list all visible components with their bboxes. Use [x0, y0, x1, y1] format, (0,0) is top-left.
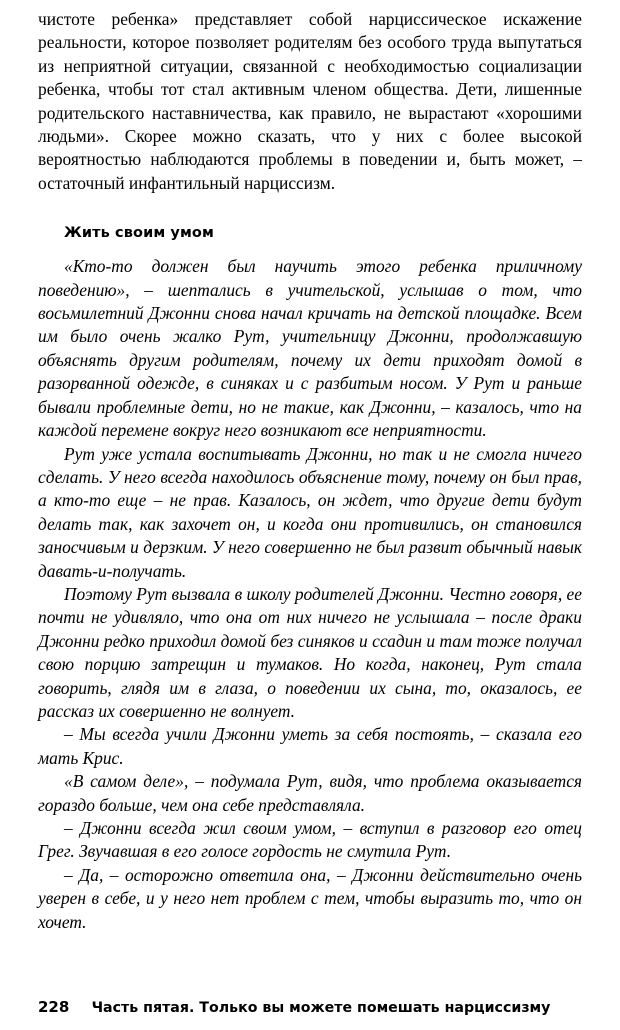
story-paragraph-7: – Да, – осторожно ответила она, – Джонни действительно очень уверен в себе, и у него нет проблем с тем, чтобы выразить то, что он хочет.	[38, 864, 582, 932]
running-title: Часть пятая. Только вы можете помешать нарциссизму	[91, 1000, 551, 1016]
story-paragraph-4: – Мы всегда учили Джонни уметь за себя постоять, – сказала его мать Крис.	[38, 724, 582, 768]
page-number: 228	[38, 998, 70, 1016]
story-paragraph-3: Поэтому Рут вызвала в школу родителей Джонни. Честно говоря, ее почти не удивляло, что она от них ничего не услышала – после драки Джонни редко приходил домой без синяков и ссадин и там тоже получал свою порцию затрещин и тумаков. Но когда, наконец, Рут стала говорить, глядя им в глаза, о поведении их сына, то, оказалось, ее рассказ их совершенно не волнует.	[38, 583, 582, 721]
story-body	[38, 255, 582, 934]
section-heading: Жить своим умом	[64, 225, 214, 242]
intro-paragraph: чистоте ребенка» представляет собой нарциссическое искажение реальности, которое позволяет родителям без особого труда выпутаться из неприятной ситуации, связанной с необходимостью социализации ребенка, чтобы тот стал активным членом общества. Дети, лишенные родительского наставничества, как правило, не вырастают «хорошими людьми». Скорее можно сказать, что у них с более высокой вероятностью наблюдаются проблемы в поведении и, быть может, – остаточный инфантильный нарциссизм.	[38, 9, 582, 193]
story-paragraph-6: – Джонни всегда жил своим умом, – вступил в разговор его отец Грег. Звучавшая в его голосе гордость не смутила Рут.	[38, 818, 582, 862]
story-paragraph-2: Рут уже устала воспитывать Джонни, но так и не смогла ничего сделать. У него всегда находилось объяснение тому, почему он был прав, а кто-то еще – не прав. Казалось, он ждет, что другие дети будут делать так, как захочет он, и когда они противились, он становился заносчивым и дерзким. У него совершенно не был развит обычный навык давать-и-получать.	[38, 443, 582, 581]
story-paragraph-5: «В самом деле», – подумала Рут, видя, что проблема оказывается гораздо больше, чем она себе представляла.	[38, 771, 582, 815]
story-paragraph-1: «Кто-то должен был научить этого ребенка приличному поведению», – шептались в учительской, услышав о том, что восьмилетний Джонни снова начал кричать на детской площадке. Всем им было очень жалко Рут, учительницу Джонни, продолжавшую объяснять другим родителям, почему их дети приходят домой в разорванной одежде, в синяках и с разбитым носом. У Рут и раньше бывали проблемные дети, но не такие, как Джонни, – казалось, что на каждой перемене вокруг него возникают все неприятности.	[38, 256, 582, 441]
page-footer	[0, 998, 620, 1016]
